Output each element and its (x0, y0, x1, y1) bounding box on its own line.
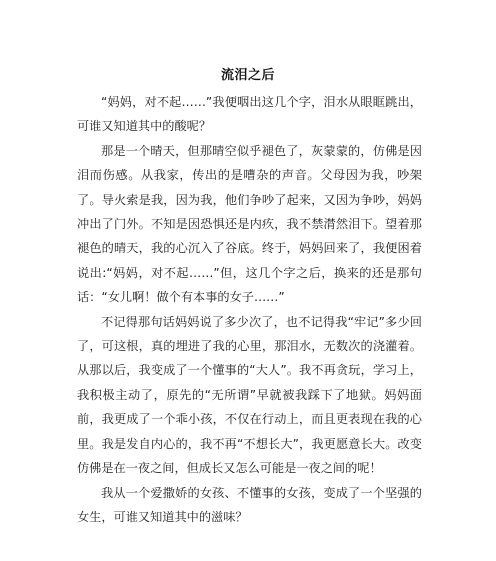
paragraph-1: “妈妈，对不起……”我便咽出这几个字，泪水从眼眶跳出，可谁又知道其中的酸呢？ (77, 95, 422, 134)
paragraph-2: 那是一个晴天，但那晴空似乎褪色了，灰蒙蒙的，仿佛是因泪而伤感。从我家，传出的是嘈杂的声音。父母因为我，吵架了。导火索是我，因为我，他们争吵了起来，又因为争吵，妈妈冲出了门外。不知是因恐惧还是内疚，我不禁潸然泪下。望着那褪色的晴天，我的心沉入了谷底。终于，妈妈回来了，我便困着说出:“妈妈，对不起……”但，这几个字之后，换来的还是那句话：“女儿啊！做个有本事的女子……” (77, 143, 422, 305)
document-body (77, 90, 422, 529)
paragraph-4: 我从一个爱撒娇的女孩、不懂事的女孩，变成了一个坚强的女生，可谁又知道其中的滋味？ (77, 485, 422, 524)
document-title: 流泪之后 (220, 68, 275, 83)
paragraph-3: 不记得那句话妈妈说了多少次了，也不记得我“牢记”多少回了，可这根，真的埋进了我的心里，那泪水，无数次的浇灌着。从那以后，我变成了一个懂事的“大人”。我不再贪玩，学习上，我积极主动了，原先的“无所谓”早就被我踩下了地狱。妈妈面前，我更成了一个乖小孩，不仅在行动上，而且更表现在我的心里。我是发自内心的，我不再“不想长大”，我更愿意长大。改变仿佛是在一夜之间，但成长又怎么可能是一夜之间的呢！ (77, 314, 422, 476)
